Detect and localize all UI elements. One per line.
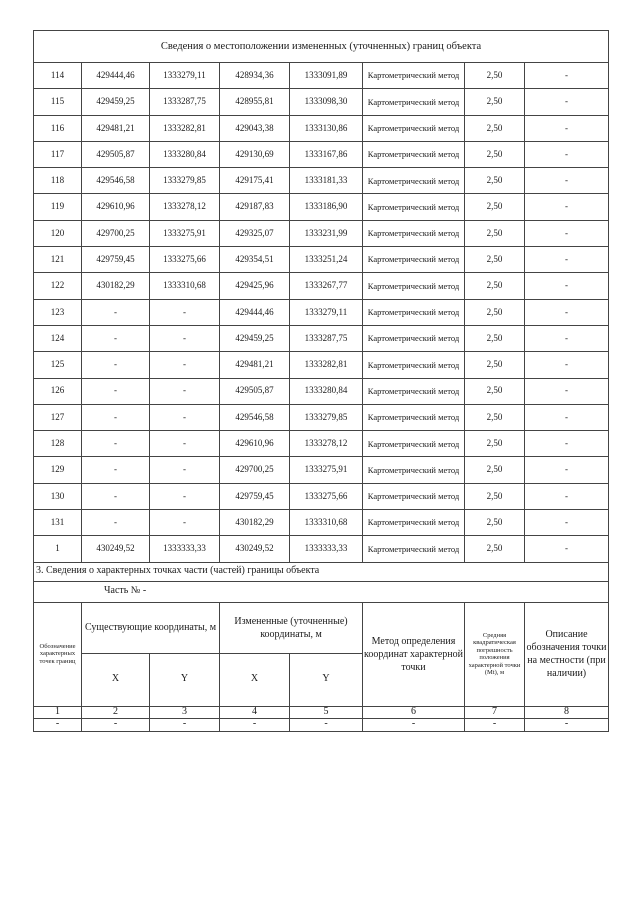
accuracy-cell: 2,50 <box>465 378 525 404</box>
point-number-cell: 127 <box>34 404 82 430</box>
accuracy-cell: 2,50 <box>465 194 525 220</box>
existing-y-cell: 1333275,66 <box>150 247 220 273</box>
column-number: 2 <box>82 706 150 718</box>
changed-x-cell: 429187,83 <box>220 194 290 220</box>
column-header-row-1 <box>34 602 609 653</box>
table-row <box>34 273 609 299</box>
accuracy-cell: 2,50 <box>465 89 525 115</box>
table-row <box>34 194 609 220</box>
existing-x-cell: 429444,46 <box>82 63 150 89</box>
table-row <box>34 431 609 457</box>
description-cell: - <box>525 299 609 325</box>
existing-x-cell: 429459,25 <box>82 89 150 115</box>
table-row <box>34 220 609 246</box>
existing-y-cell: 1333287,75 <box>150 89 220 115</box>
existing-x-cell: - <box>82 457 150 483</box>
description-cell: - <box>525 404 609 430</box>
accuracy-cell: 2,50 <box>465 273 525 299</box>
accuracy-cell: 2,50 <box>465 325 525 351</box>
existing-x-cell: - <box>82 299 150 325</box>
point-number-cell: 114 <box>34 63 82 89</box>
table-body <box>34 31 609 563</box>
existing-x-cell: - <box>82 378 150 404</box>
existing-y-cell: - <box>150 352 220 378</box>
table-row <box>34 247 609 273</box>
changed-y-cell: 1333282,81 <box>290 352 363 378</box>
method-cell: Картометрический метод <box>363 510 465 536</box>
point-number-cell: 117 <box>34 141 82 167</box>
table-row <box>34 404 609 430</box>
point-number-cell: 124 <box>34 325 82 351</box>
table-row <box>34 352 609 378</box>
table-row <box>34 457 609 483</box>
accuracy-cell: 2,50 <box>465 457 525 483</box>
accuracy-cell: 2,50 <box>465 247 525 273</box>
accuracy-cell: 2,50 <box>465 141 525 167</box>
description-cell: - <box>525 457 609 483</box>
table-title-row <box>34 31 609 63</box>
method-cell: Картометрический метод <box>363 89 465 115</box>
changed-x-cell: 429130,69 <box>220 141 290 167</box>
accuracy-cell: 2,50 <box>465 483 525 509</box>
header-point-designation: Обозначение характерных точек границ <box>34 602 82 706</box>
existing-y-cell: 1333310,68 <box>150 273 220 299</box>
point-number-cell: 118 <box>34 168 82 194</box>
changed-x-cell: 429700,25 <box>220 457 290 483</box>
header-accuracy: Средняя квадратическая погрешность положения характерной точки (Мt), м <box>465 602 525 706</box>
table-row <box>34 115 609 141</box>
method-cell: Картометрический метод <box>363 63 465 89</box>
accuracy-cell: 2,50 <box>465 115 525 141</box>
existing-y-cell: 1333279,85 <box>150 168 220 194</box>
existing-x-cell: 430182,29 <box>82 273 150 299</box>
existing-y-cell: 1333278,12 <box>150 194 220 220</box>
changed-x-cell: 429425,96 <box>220 273 290 299</box>
existing-x-cell: - <box>82 352 150 378</box>
description-cell: - <box>525 247 609 273</box>
existing-y-cell: - <box>150 457 220 483</box>
description-cell: - <box>525 483 609 509</box>
section3-title-row <box>34 562 609 581</box>
existing-x-cell: 429610,96 <box>82 194 150 220</box>
existing-x-cell: 429700,25 <box>82 220 150 246</box>
method-cell: Картометрический метод <box>363 299 465 325</box>
existing-x-cell: - <box>82 483 150 509</box>
changed-y-cell: 1333181,33 <box>290 168 363 194</box>
header-changed: Измененные (уточненные) координаты, м <box>220 602 363 653</box>
point-number-cell: 1 <box>34 536 82 562</box>
point-number-cell: 125 <box>34 352 82 378</box>
description-cell: - <box>525 273 609 299</box>
changed-y-cell: 1333098,30 <box>290 89 363 115</box>
description-cell: - <box>525 325 609 351</box>
accuracy-cell: 2,50 <box>465 510 525 536</box>
changed-x-cell: 428955,81 <box>220 89 290 115</box>
accuracy-cell: 2,50 <box>465 431 525 457</box>
existing-y-cell: - <box>150 299 220 325</box>
column-numbers-row <box>34 706 609 718</box>
existing-x-cell: - <box>82 510 150 536</box>
existing-x-cell: 429759,45 <box>82 247 150 273</box>
table-row <box>34 168 609 194</box>
header-changed-y: Y <box>290 653 363 706</box>
existing-y-cell: 1333280,84 <box>150 141 220 167</box>
header-existing: Существующие координаты, м <box>82 602 220 653</box>
changed-y-cell: 1333267,77 <box>290 273 363 299</box>
changed-y-cell: 1333287,75 <box>290 325 363 351</box>
changed-y-cell: 1333251,24 <box>290 247 363 273</box>
method-cell: Картометрический метод <box>363 141 465 167</box>
accuracy-cell: 2,50 <box>465 220 525 246</box>
existing-y-cell: - <box>150 510 220 536</box>
point-number-cell: 126 <box>34 378 82 404</box>
column-number: 5 <box>290 706 363 718</box>
changed-y-cell: 1333310,68 <box>290 510 363 536</box>
column-number: 7 <box>465 706 525 718</box>
description-cell: - <box>525 168 609 194</box>
empty-cell: - <box>220 718 290 731</box>
description-cell: - <box>525 536 609 562</box>
empty-cell: - <box>34 718 82 731</box>
point-number-cell: 115 <box>34 89 82 115</box>
part-label: Часть № - <box>34 581 609 602</box>
existing-y-cell: 1333333,33 <box>150 536 220 562</box>
accuracy-cell: 2,50 <box>465 404 525 430</box>
existing-x-cell: 429546,58 <box>82 168 150 194</box>
column-number: 8 <box>525 706 609 718</box>
table-row <box>34 483 609 509</box>
empty-cell: - <box>150 718 220 731</box>
table-row <box>34 510 609 536</box>
description-cell: - <box>525 141 609 167</box>
changed-x-cell: 429325,07 <box>220 220 290 246</box>
changed-x-cell: 430182,29 <box>220 510 290 536</box>
point-number-cell: 131 <box>34 510 82 536</box>
changed-x-cell: 429444,46 <box>220 299 290 325</box>
empty-cell: - <box>82 718 150 731</box>
description-cell: - <box>525 431 609 457</box>
changed-y-cell: 1333279,85 <box>290 404 363 430</box>
existing-x-cell: 430249,52 <box>82 536 150 562</box>
existing-y-cell: - <box>150 325 220 351</box>
table-row <box>34 325 609 351</box>
changed-x-cell: 429175,41 <box>220 168 290 194</box>
description-cell: - <box>525 194 609 220</box>
description-cell: - <box>525 63 609 89</box>
existing-x-cell: - <box>82 404 150 430</box>
existing-y-cell: 1333282,81 <box>150 115 220 141</box>
existing-y-cell: 1333275,91 <box>150 220 220 246</box>
description-cell: - <box>525 352 609 378</box>
column-number: 4 <box>220 706 290 718</box>
method-cell: Картометрический метод <box>363 115 465 141</box>
header-method: Метод определения координат характерной точки <box>363 602 465 706</box>
existing-y-cell: - <box>150 404 220 430</box>
section-3 <box>34 562 609 731</box>
table-row <box>34 299 609 325</box>
header-description: Описание обозначения точки на местности (при наличии) <box>525 602 609 706</box>
method-cell: Картометрический метод <box>363 247 465 273</box>
changed-x-cell: 429759,45 <box>220 483 290 509</box>
method-cell: Картометрический метод <box>363 457 465 483</box>
section3-title: 3. Сведения о характерных точках части (частей) границы объекта <box>34 562 609 581</box>
existing-x-cell: 429481,21 <box>82 115 150 141</box>
changed-x-cell: 429481,21 <box>220 352 290 378</box>
changed-x-cell: 429610,96 <box>220 431 290 457</box>
point-number-cell: 129 <box>34 457 82 483</box>
changed-x-cell: 428934,36 <box>220 63 290 89</box>
column-number: 3 <box>150 706 220 718</box>
point-number-cell: 119 <box>34 194 82 220</box>
empty-cell: - <box>290 718 363 731</box>
table-row <box>34 536 609 562</box>
existing-x-cell: - <box>82 431 150 457</box>
changed-x-cell: 429505,87 <box>220 378 290 404</box>
document-sheet <box>33 30 608 732</box>
point-number-cell: 120 <box>34 220 82 246</box>
empty-cell: - <box>363 718 465 731</box>
point-number-cell: 123 <box>34 299 82 325</box>
existing-y-cell: - <box>150 431 220 457</box>
description-cell: - <box>525 115 609 141</box>
part-row <box>34 581 609 602</box>
method-cell: Картометрический метод <box>363 483 465 509</box>
point-number-cell: 122 <box>34 273 82 299</box>
description-cell: - <box>525 510 609 536</box>
header-existing-y: Y <box>150 653 220 706</box>
empty-cell: - <box>465 718 525 731</box>
accuracy-cell: 2,50 <box>465 63 525 89</box>
existing-x-cell: - <box>82 325 150 351</box>
changed-y-cell: 1333167,86 <box>290 141 363 167</box>
accuracy-cell: 2,50 <box>465 536 525 562</box>
table-row <box>34 141 609 167</box>
method-cell: Картометрический метод <box>363 352 465 378</box>
changed-y-cell: 1333278,12 <box>290 431 363 457</box>
empty-cell: - <box>525 718 609 731</box>
method-cell: Картометрический метод <box>363 431 465 457</box>
changed-y-cell: 1333091,89 <box>290 63 363 89</box>
changed-y-cell: 1333275,91 <box>290 457 363 483</box>
changed-y-cell: 1333333,33 <box>290 536 363 562</box>
changed-y-cell: 1333275,66 <box>290 483 363 509</box>
table-row <box>34 63 609 89</box>
existing-y-cell: - <box>150 483 220 509</box>
changed-y-cell: 1333280,84 <box>290 378 363 404</box>
changed-x-cell: 429043,38 <box>220 115 290 141</box>
table-row <box>34 89 609 115</box>
method-cell: Картометрический метод <box>363 404 465 430</box>
changed-y-cell: 1333279,11 <box>290 299 363 325</box>
point-number-cell: 121 <box>34 247 82 273</box>
method-cell: Картометрический метод <box>363 536 465 562</box>
accuracy-cell: 2,50 <box>465 352 525 378</box>
accuracy-cell: 2,50 <box>465 299 525 325</box>
table-title: Сведения о местоположении измененных (уточненных) границ объекта <box>34 31 609 63</box>
accuracy-cell: 2,50 <box>465 168 525 194</box>
existing-y-cell: - <box>150 378 220 404</box>
changed-x-cell: 429459,25 <box>220 325 290 351</box>
description-cell: - <box>525 220 609 246</box>
changed-x-cell: 429354,51 <box>220 247 290 273</box>
table-row <box>34 378 609 404</box>
changed-y-cell: 1333130,86 <box>290 115 363 141</box>
method-cell: Картометрический метод <box>363 168 465 194</box>
description-cell: - <box>525 89 609 115</box>
existing-y-cell: 1333279,11 <box>150 63 220 89</box>
column-number: 6 <box>363 706 465 718</box>
point-number-cell: 128 <box>34 431 82 457</box>
boundary-table <box>33 30 609 732</box>
empty-data-row <box>34 718 609 731</box>
method-cell: Картометрический метод <box>363 325 465 351</box>
point-number-cell: 130 <box>34 483 82 509</box>
existing-x-cell: 429505,87 <box>82 141 150 167</box>
header-existing-x: X <box>82 653 150 706</box>
method-cell: Картометрический метод <box>363 220 465 246</box>
changed-y-cell: 1333186,90 <box>290 194 363 220</box>
column-number: 1 <box>34 706 82 718</box>
method-cell: Картометрический метод <box>363 273 465 299</box>
changed-y-cell: 1333231,99 <box>290 220 363 246</box>
point-number-cell: 116 <box>34 115 82 141</box>
description-cell: - <box>525 378 609 404</box>
method-cell: Картометрический метод <box>363 194 465 220</box>
method-cell: Картометрический метод <box>363 378 465 404</box>
changed-x-cell: 429546,58 <box>220 404 290 430</box>
changed-x-cell: 430249,52 <box>220 536 290 562</box>
header-changed-x: X <box>220 653 290 706</box>
